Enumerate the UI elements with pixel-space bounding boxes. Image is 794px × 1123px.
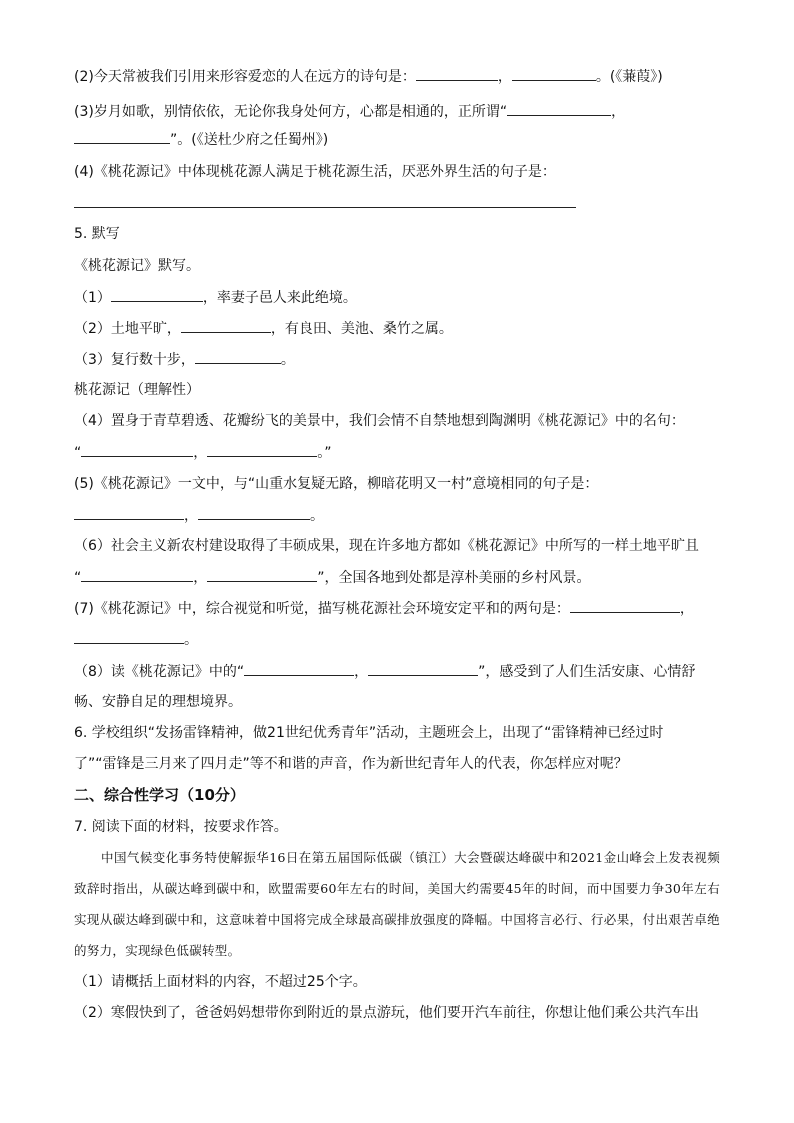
q5-item-3: （3）复行数十步， 。 bbox=[74, 349, 295, 370]
q7-sub-2: （2）寒假快到了，爸爸妈妈想带你到附近的景点游玩，他们要开汽车前往，你想让他们乘公共汽车出 bbox=[74, 1005, 699, 1021]
q4-item-4 bbox=[74, 162, 556, 182]
answer-blank[interactable] bbox=[74, 129, 170, 144]
answer-blank[interactable] bbox=[195, 349, 281, 364]
answer-blank[interactable] bbox=[244, 661, 354, 676]
section-heading: 二、综合性学习（10分） bbox=[74, 786, 245, 804]
answer-blank[interactable] bbox=[207, 567, 317, 582]
q5-section-label: 桃花源记（理解性） bbox=[74, 382, 200, 398]
q4-item-2: (2)今天常被我们引用来形容爱恋的人在远方的诗句是： ， 。(《蒹葭》) bbox=[74, 66, 663, 87]
answer-blank[interactable] bbox=[74, 505, 184, 520]
q5-item-5: (5)《桃花源记》一文中，与“山重水复疑无路，柳暗花明又一村”意境相同的句子是： bbox=[74, 476, 599, 492]
q5-subtitle: 《桃花源记》默写。 bbox=[74, 258, 200, 274]
q5-item-6: （6）社会主义新农村建设取得了丰硕成果，现在许多地方都如《桃花源记》中所写的一样土地平旷且 bbox=[74, 538, 699, 554]
q5-item-8: （8）读《桃花源记》中的“ ， ”，感受到了人们生活安康、心情舒 bbox=[74, 661, 695, 682]
answer-blank[interactable] bbox=[198, 505, 310, 520]
answer-blank[interactable] bbox=[74, 629, 184, 644]
answer-line[interactable] bbox=[74, 207, 576, 208]
answer-blank[interactable] bbox=[181, 318, 271, 333]
q5-item-4-answer: “ ， 。” bbox=[74, 442, 332, 463]
q4-item-3-text: (3)岁月如歌，别情依依，无论你我身处何方，心都是相通的，正所谓“ bbox=[74, 104, 508, 120]
q6-line1: 6. 学校组织“发扬雷锋精神，做21世纪优秀青年”活动，主题班会上，出现了“雷锋精神已经过时 bbox=[74, 725, 664, 741]
answer-blank[interactable] bbox=[368, 661, 478, 676]
q5-item-7: (7)《桃花源记》中，综合视觉和听觉，描写桃花源社会环境安定平和的两句是： ， bbox=[74, 598, 694, 619]
answer-blank[interactable] bbox=[81, 567, 193, 582]
q5-item-1: （1） ，率妻子邑人来此绝境。 bbox=[74, 287, 357, 308]
q5-item-7-line2: 。 bbox=[74, 629, 198, 650]
answer-blank[interactable] bbox=[570, 598, 680, 613]
answer-blank[interactable] bbox=[507, 101, 611, 116]
answer-blank[interactable] bbox=[512, 66, 596, 81]
q7-prompt: 7. 阅读下面的材料，按要求作答。 bbox=[74, 819, 288, 835]
q7-material: 中国气候变化事务特使解振华16日在第五届国际低碳（镇江）大会暨碳达峰碳中和2021金山峰会上发表视频致辞时指出，从碳达峰到碳中和，欧盟需要60年左右的时间，美国大约需要45年的时间，而中国要力争30年左右实现从碳达峰到碳中和，这意味着中国将完成全球最高碳排放强度的降幅。中国将言必行、行必果，付出艰苦卓绝的努力，实现绿色低碳转型。 bbox=[74, 850, 720, 958]
q5-item-2: （2）土地平旷， ，有良田、美池、桑竹之属。 bbox=[74, 318, 453, 339]
q5-item-4: （4）置身于青草碧透、花瓣纷飞的美景中，我们会情不自禁地想到陶渊明《桃花源记》中的名句： bbox=[74, 413, 685, 429]
q4-item-2-text: (2)今天常被我们引用来形容爱恋的人在远方的诗句是： bbox=[74, 69, 416, 85]
q4-item-4-text: (4)《桃花源记》中体现桃花源人满足于桃花源生活，厌恶外界生活的句子是： bbox=[74, 164, 556, 180]
answer-blank[interactable] bbox=[416, 66, 498, 81]
q5-heading: 5. 默写 bbox=[74, 226, 120, 242]
q5-item-8-line2: 畅、安静自足的理想境界。 bbox=[74, 694, 242, 710]
answer-blank[interactable] bbox=[81, 442, 193, 457]
q7-sub-1: （1）请概括上面材料的内容，不超过25个字。 bbox=[74, 974, 367, 990]
q4-item-3: (3)岁月如歌，别情依依，无论你我身处何方，心都是相通的，正所谓“ ， bbox=[74, 101, 625, 122]
answer-blank[interactable] bbox=[111, 287, 203, 302]
q5-item-5-answer: ， 。 bbox=[74, 505, 324, 526]
q5-item-6-answer: “ ， ”，全国各地到处都是淳朴美丽的乡村风景。 bbox=[74, 567, 591, 588]
answer-blank[interactable] bbox=[207, 442, 317, 457]
q4-item-3-line2: ”。(《送杜少府之任蜀州》) bbox=[74, 129, 328, 150]
q6-line2: 了”“雷锋是三月来了四月走”等不和谐的声音，作为新世纪青年人的代表，你怎样应对呢？ bbox=[74, 756, 628, 772]
